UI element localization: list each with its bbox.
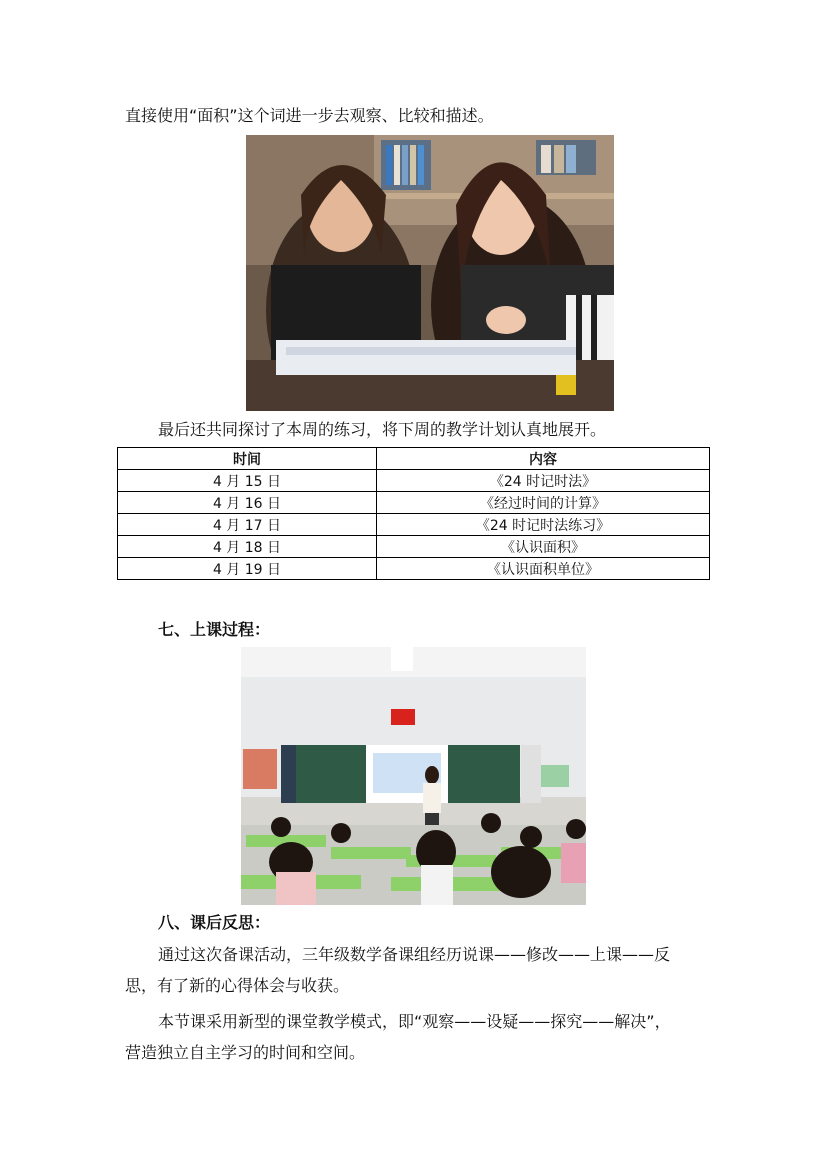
row-date: 4 月 17 日 (118, 514, 377, 536)
row-date: 4 月 16 日 (118, 492, 377, 514)
row-topic: 《24 时记时法》 (377, 470, 710, 492)
row-topic: 《24 时记时法练习》 (377, 514, 710, 536)
section-8-heading: 八、课后反思： (158, 913, 271, 932)
row-topic: 《认识面积单位》 (377, 558, 710, 580)
row-date: 4 月 18 日 (118, 536, 377, 558)
reflection-line-4: 营造独立自主学习的时间和空间。 (125, 1043, 366, 1062)
reflection-line-3: 本节课采用新型的课堂教学模式，即“观察——设疑——探究——解决”， (158, 1012, 671, 1031)
table-row (118, 492, 710, 514)
row-date: 4 月 15 日 (118, 470, 377, 492)
reflection-line-1: 通过这次备课活动，三年级数学备课组经历说课——修改——上课——反 (158, 945, 671, 964)
intro-paragraph: 直接使用“面积”这个词进一步去观察、比较和描述。 (125, 106, 494, 125)
table-row (118, 558, 710, 580)
classroom-photo (241, 647, 586, 905)
row-topic: 《经过时间的计算》 (377, 492, 710, 514)
schedule-table (117, 447, 710, 580)
header-content: 内容 (377, 448, 710, 470)
header-time: 时间 (118, 448, 377, 470)
table-row (118, 536, 710, 558)
row-topic: 《认识面积》 (377, 536, 710, 558)
row-date: 4 月 19 日 (118, 558, 377, 580)
summary-paragraph: 最后还共同探讨了本周的练习，将下周的教学计划认真地展开。 (158, 420, 607, 439)
table-row (118, 470, 710, 492)
reflection-line-2: 思，有了新的心得体会与收获。 (125, 976, 350, 995)
table-row (118, 514, 710, 536)
lesson-prep-photo (246, 135, 614, 411)
section-7-heading: 七、上课过程： (158, 620, 271, 639)
table-header-row (118, 448, 710, 470)
